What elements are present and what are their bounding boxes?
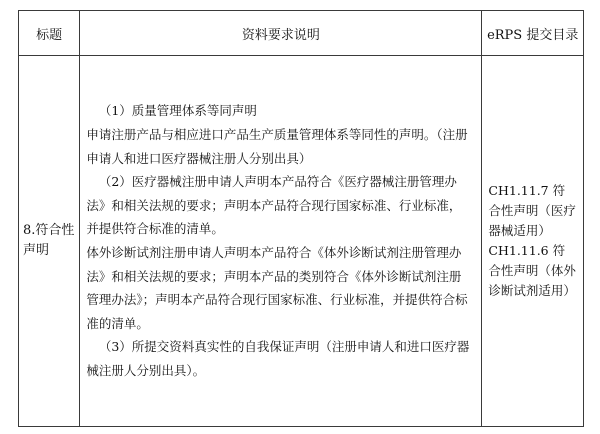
erps-entry: CH1.11.6 符合性声明（体外诊断试剂适用） [488, 243, 576, 298]
requirements-table [18, 10, 584, 427]
row-erps [482, 56, 584, 427]
description-paragraph: （3）所提交资料真实性的自我保证声明（注册申请人和进口医疗器械注册人分别出具）。 [86, 339, 470, 378]
table-header-row [19, 11, 584, 56]
description-paragraph: （1）质量管理体系等同声明 [98, 103, 257, 119]
document-page [18, 10, 584, 427]
description-paragraph: 申请注册产品与相应进口产品生产质量管理体系等同性的声明。（注册申请人和进口医疗器械注册人分别出具） [86, 127, 468, 166]
erps-entry: CH1.11.7 符合性声明（医疗器械适用） [488, 183, 576, 238]
header-erps: eRPS 提交目录 [482, 11, 584, 56]
description-paragraph: （2）医疗器械注册申请人声明本产品符合《医疗器械注册管理办法》和相关法规的要求；声明本产品符合现行国家标准、行业标准，并提供符合标准的清单。 [86, 174, 462, 237]
description-paragraph: 体外诊断试剂注册申请人声明本产品符合《体外诊断试剂注册管理办法》和相关法规的要求；声明本产品的类别符合《体外诊断试剂注册管理办法》；声明本产品符合现行国家标准、行业标准，并提供符合标准的清单。 [86, 245, 468, 331]
table-row [19, 56, 584, 427]
header-title: 标题 [19, 11, 80, 56]
row-description [80, 56, 482, 427]
row-title: 8.符合性声明 [19, 56, 80, 427]
header-description: 资料要求说明 [80, 11, 482, 56]
